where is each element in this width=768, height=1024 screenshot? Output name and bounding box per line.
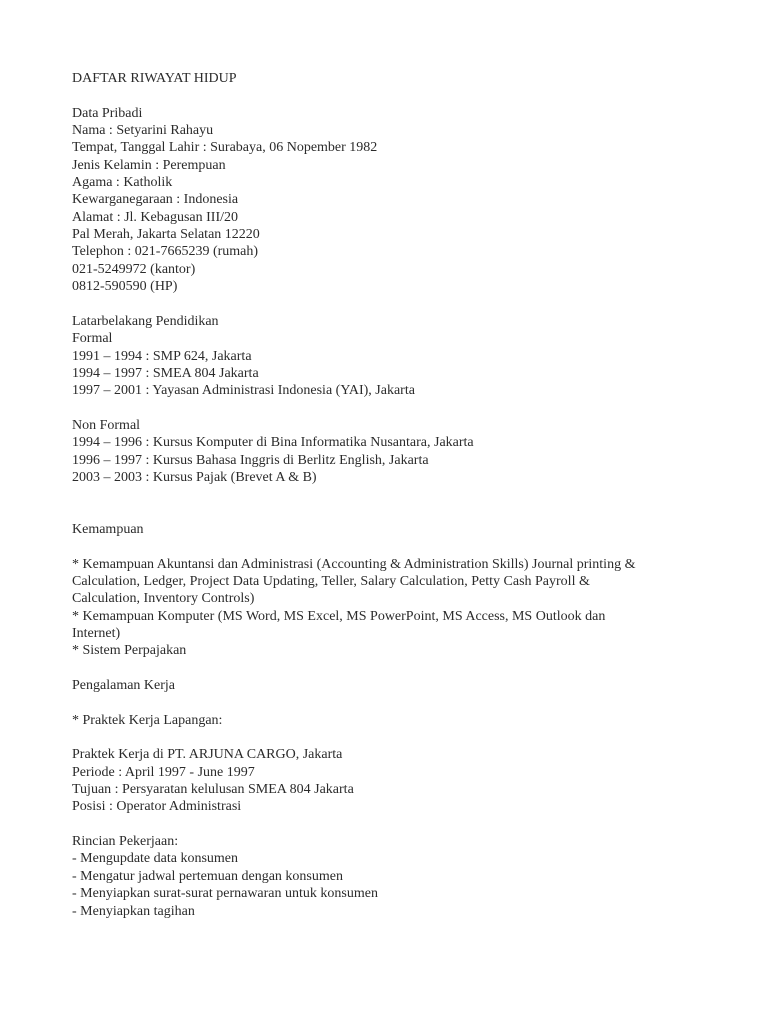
text-line: Kemampuan: [72, 521, 144, 537]
text-line: * Kemampuan Komputer (MS Word, MS Excel, MS PowerPoint, MS Access, MS Outlook dan: [72, 608, 606, 624]
text-line: Agama : Katholik: [72, 175, 173, 191]
text-line: Internet): [72, 626, 121, 641]
text-line: Tempat, Tanggal Lahir : Surabaya, 06 Nopember 1982: [72, 140, 378, 156]
text-line: 1994 – 1996 : Kursus Komputer di Bina Informatika Nusantara, Jakarta: [72, 435, 474, 451]
text-line: 1991 – 1994 : SMP 624, Jakarta: [72, 348, 252, 364]
text-line: Jenis Kelamin : Perempuan: [72, 157, 226, 173]
text-line: Pal Merah, Jakarta Selatan 12220: [72, 227, 260, 243]
blank-line: [72, 87, 732, 104]
text-line: * Praktek Kerja Lapangan:: [72, 712, 223, 728]
blank-line: [72, 729, 732, 746]
text-line: Nama : Setyarini Rahayu: [72, 123, 214, 139]
text-line: Data Pribadi: [72, 105, 143, 121]
blank-line: [72, 400, 732, 417]
text-line: * Kemampuan Akuntansi dan Administrasi (Accounting & Administration Skills) Journal printing &: [72, 556, 636, 572]
text-line: - Mengatur jadwal pertemuan dengan konsumen: [72, 868, 343, 884]
document-title: DAFTAR RIWAYAT HIDUP: [72, 71, 237, 86]
text-line: 0812-590590 (HP): [72, 279, 178, 295]
text-line: Formal: [72, 331, 113, 347]
text-line: Pengalaman Kerja: [72, 678, 176, 694]
text-line: Posisi : Operator Administrasi: [72, 799, 242, 815]
text-line: Kewarganegaraan : Indonesia: [72, 192, 239, 208]
blank-line: [72, 486, 732, 503]
text-line: * Sistem Perpajakan: [72, 643, 187, 659]
text-line: 1997 – 2001 : Yayasan Administrasi Indonesia (YAI), Jakarta: [72, 383, 415, 399]
blank-line: [72, 504, 732, 521]
document-body: [72, 70, 732, 920]
blank-line: [72, 694, 732, 711]
text-line: Periode : April 1997 - June 1997: [72, 764, 255, 780]
text-line: Telephon : 021-7665239 (rumah): [72, 244, 259, 260]
text-line: Alamat : Jl. Kebagusan III/20: [72, 209, 239, 225]
text-line: Calculation, Ledger, Project Data Updating, Teller, Salary Calculation, Petty Cash Payroll &: [72, 573, 590, 589]
text-line: 1994 – 1997 : SMEA 804 Jakarta: [72, 365, 259, 381]
text-line: 2003 – 2003 : Kursus Pajak (Brevet A & B): [72, 469, 317, 485]
text-line: Rincian Pekerjaan:: [72, 834, 179, 850]
text-line: 021-5249972 (kantor): [72, 261, 196, 277]
text-line: Non Formal: [72, 417, 141, 433]
blank-line: [72, 538, 732, 555]
text-line: - Menyiapkan surat-surat pernawaran untuk konsumen: [72, 886, 378, 902]
text-line: - Menyiapkan tagihan: [72, 903, 195, 919]
blank-line: [72, 660, 732, 677]
text-line: Calculation, Inventory Controls): [72, 591, 255, 607]
text-line: Latarbelakang Pendidikan: [72, 313, 219, 329]
text-line: - Mengupdate data konsumen: [72, 851, 239, 867]
blank-line: [72, 816, 732, 833]
blank-line: [72, 295, 732, 312]
text-line: Tujuan : Persyaratan kelulusan SMEA 804 Jakarta: [72, 782, 354, 798]
text-line: 1996 – 1997 : Kursus Bahasa Inggris di Berlitz English, Jakarta: [72, 452, 429, 468]
text-line: Praktek Kerja di PT. ARJUNA CARGO, Jakarta: [72, 747, 343, 763]
